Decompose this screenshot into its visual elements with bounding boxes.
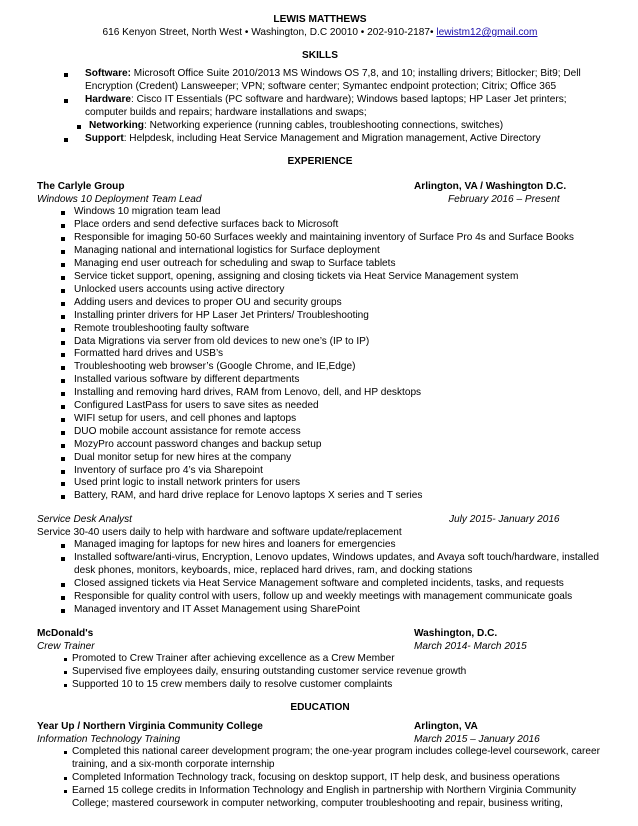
skill-text: : Cisco IT Essentials (PC software and hardware); Windows based laptops; HP Laser Jet printers; computer builds and repairs; hardware installations and swaps; (85, 93, 567, 118)
list-item (37, 348, 603, 361)
company-name: The Carlyle Group (37, 181, 125, 193)
skills-heading: SKILLS (302, 50, 338, 61)
bullet-icon (64, 790, 67, 793)
job-subheader (37, 640, 603, 653)
list-item (37, 465, 603, 478)
list-item (37, 679, 603, 692)
skill-label: Networking (89, 119, 144, 131)
list-item (37, 219, 603, 232)
job-summary: Service 30-40 users daily to help with hardware and software update/replacement (37, 527, 402, 539)
job-subheader (37, 513, 603, 526)
bullet-icon (61, 457, 65, 461)
bullet-icon (61, 289, 65, 293)
list-item (37, 666, 603, 679)
bullet-text: Data Migrations via server from old devices to new one’s (IP to IP) (74, 335, 370, 347)
education-bullets (37, 746, 603, 811)
bullet-text: Managing national and international logistics for Surface deployment (74, 245, 380, 257)
bullet-icon (61, 470, 65, 474)
bullet-icon (61, 353, 65, 357)
job-dates: February 2016 – Present (448, 194, 560, 206)
skills-list (37, 68, 603, 145)
bullet-icon (61, 315, 65, 319)
bullet-icon (61, 392, 65, 396)
list-item (37, 400, 603, 413)
bullet-text: Unlocked users accounts using active directory (74, 283, 285, 295)
bullet-icon (64, 99, 68, 103)
bullet-text: Responsible for imaging 50-60 Surfaces weekly and maintaining inventory of Surface Pro 4s and Surface Books (74, 232, 574, 244)
list-item (37, 604, 603, 617)
list-item (37, 336, 603, 349)
list-item (37, 578, 603, 591)
bullet-icon (61, 405, 65, 409)
email-link[interactable]: lewistm12@gmail.com (436, 27, 538, 38)
bullet-icon (64, 138, 68, 142)
bullet-icon (64, 684, 67, 687)
bullet-icon (61, 224, 65, 228)
bullet-icon (64, 751, 67, 754)
bullet-text: Service ticket support, opening, assigning and closing tickets via Heat Service Management system (74, 270, 519, 282)
list-item (37, 785, 603, 811)
list-item (37, 297, 603, 310)
bullet-text: Completed this national career development program; the one-year program includes college-level coursework, career training, and a six-month corporate internship (72, 746, 600, 771)
job-title: Windows 10 Deployment Team Lead (37, 194, 202, 206)
bullet-text: Responsible for quality control with users, follow up and weekly meetings with management communicate goals (74, 590, 573, 602)
bullet-text: Troubleshooting web browser’s (Google Chrome, and IE,Edge) (74, 361, 356, 373)
bullet-text: Earned 15 college credits in Information Technology and English in partnership with Northern Virginia Community College; mastered coursework in computer networking, computer troubleshooting and repair, business writing, (72, 785, 577, 810)
list-item (37, 426, 603, 439)
bullet-icon (61, 609, 65, 613)
bullet-text: Promoted to Crew Trainer after achieving excellence as a Crew Member (72, 652, 395, 664)
list-item (37, 413, 603, 426)
resume-page (37, 12, 603, 811)
list-item (37, 387, 603, 400)
list-item (37, 490, 603, 503)
bullet-icon (61, 328, 65, 332)
skill-text: : Helpdesk, including Heat Service Management and Migration management, Active Directory (123, 132, 541, 144)
list-item (37, 539, 603, 552)
list-item (37, 133, 603, 146)
list-item (37, 361, 603, 374)
list-item (37, 258, 603, 271)
bullet-text: DUO mobile account assistance for remote access (74, 425, 301, 437)
bullet-text: Supervised five employees daily, ensuring outstanding customer service revenue growth (72, 665, 467, 677)
list-item (37, 323, 603, 336)
program-dates: March 2015 – January 2016 (414, 734, 540, 746)
list-item (37, 284, 603, 297)
bullet-text: Windows 10 migration team lead (74, 206, 221, 218)
bullet-text: WIFI setup for users, and cell phones and laptops (74, 412, 297, 424)
bullet-text: MozyPro account password changes and backup setup (74, 438, 322, 450)
bullet-icon (77, 125, 81, 129)
job-header (37, 180, 603, 193)
bullet-text: Dual monitor setup for new hires at the company (74, 451, 292, 463)
bullet-icon (61, 418, 65, 422)
list-item (37, 310, 603, 323)
skill-text: : Networking experience (running cables, troubleshooting connections, switches) (143, 119, 504, 131)
skill-label: Support (85, 132, 124, 144)
school-name: Year Up / Northern Virginia Community College (37, 721, 263, 733)
list-item (37, 232, 603, 245)
company-name: McDonald's (37, 627, 94, 639)
program-name: Information Technology Training (37, 734, 181, 746)
bullet-text: Managed inventory and IT Asset Management using SharePoint (74, 603, 360, 615)
experience-heading: EXPERIENCE (287, 156, 353, 168)
resume-name: LEWIS MATTHEWS (273, 14, 367, 25)
skill-label: Hardware (85, 93, 132, 105)
bullet-text: Inventory of surface pro 4’s via Sharepoint (74, 464, 263, 476)
bullet-icon (61, 366, 65, 370)
bullet-text: Managed imaging for laptops for new hires and loaners for emergencies (74, 539, 396, 551)
contact-line (37, 26, 603, 39)
bullet-icon (61, 444, 65, 448)
bullet-icon (61, 302, 65, 306)
bullet-icon (64, 777, 67, 780)
job-dates: March 2014- March 2015 (414, 640, 527, 652)
job-location: Arlington, VA / Washington D.C. (414, 181, 567, 193)
bullet-icon (64, 73, 68, 77)
list-item (37, 591, 603, 604)
job-subheader (37, 193, 603, 206)
servicedesk-bullets (37, 539, 603, 616)
list-item (37, 206, 603, 219)
school-location: Arlington, VA (414, 721, 478, 733)
list-item (37, 245, 603, 258)
bullet-text: Place orders and send defective surfaces back to Microsoft (74, 219, 339, 231)
bullet-text: Installing printer drivers for HP Laser Jet Printers/ Troubleshooting (74, 309, 369, 321)
list-item (37, 94, 603, 120)
skill-text: Microsoft Office Suite 2010/2013 MS Windows OS 7,8, and 10; installing drivers; Bitlocker; Bit9; Dell Encryption (Credent) Lansweeper; VPN; software center; Symantec endpoint protection; Citrix; Office 365 (85, 68, 581, 92)
bullet-text: Managing end user outreach for scheduling and swap to Surface tablets (74, 258, 396, 270)
education-heading: EDUCATION (290, 702, 350, 714)
school-header (37, 720, 603, 733)
bullet-icon (61, 263, 65, 267)
list-item (37, 772, 603, 785)
bullet-icon (64, 671, 67, 674)
job-title: Service Desk Analyst (37, 514, 132, 526)
job-title: Crew Trainer (37, 640, 95, 652)
job-header (37, 627, 603, 640)
bullet-icon (61, 482, 65, 486)
bullet-text: Battery, RAM, and hard drive replace for Lenovo laptops X series and T series (74, 490, 423, 502)
bullet-text: Closed assigned tickets via Heat Service Management software and completed incidents, tasks, and requests (74, 578, 564, 589)
bullet-icon (61, 431, 65, 435)
bullet-text: Configured LastPass for users to save sites as needed (74, 400, 319, 412)
list-item (37, 552, 603, 578)
bullet-text: Adding users and devices to proper OU and security groups (74, 296, 342, 308)
bullet-icon (61, 583, 65, 587)
bullet-text: Formatted hard drives and USB’s (74, 348, 224, 360)
list-item (37, 477, 603, 490)
bullet-text: Completed Information Technology track, focusing on desktop support, IT help desk, and business operations (72, 772, 560, 784)
bullet-icon (61, 276, 65, 280)
address-text: 616 Kenyon Street, North West • Washington, D.C 20010 • 202-910-2187• (102, 27, 434, 38)
bullet-text: Installed various software by different departments (74, 374, 300, 386)
mcdonalds-bullets (37, 653, 603, 692)
bullet-icon (61, 495, 65, 499)
list-item (37, 374, 603, 387)
carlyle-bullets (37, 206, 603, 503)
bullet-icon (61, 379, 65, 383)
skill-label: Software: (85, 68, 131, 79)
bullet-icon (61, 341, 65, 345)
bullet-icon (61, 544, 65, 548)
job-location: Washington, D.C. (414, 627, 498, 639)
bullet-icon (61, 211, 65, 215)
list-item (37, 439, 603, 452)
list-item (37, 746, 603, 772)
bullet-icon (61, 596, 65, 600)
bullet-text: Used print logic to install network printers for users (74, 477, 301, 489)
list-item (37, 653, 603, 666)
bullet-text: Supported 10 to 15 crew members daily to resolve customer complaints (72, 678, 393, 690)
bullet-text: Remote troubleshooting faulty software (74, 322, 250, 334)
list-item (37, 120, 603, 133)
list-item (37, 68, 603, 94)
list-item (37, 452, 603, 465)
bullet-icon (61, 237, 65, 241)
bullet-text: Installing and removing hard drives, RAM from Lenovo, dell, and HP desktops (74, 387, 422, 399)
bullet-icon (61, 557, 65, 561)
list-item (37, 271, 603, 284)
bullet-icon (64, 658, 67, 661)
job-dates: July 2015- January 2016 (449, 514, 560, 526)
school-subheader (37, 733, 603, 746)
bullet-text: Installed software/anti-virus, Encryption, Lenovo updates, Windows updates, and Avaya soft touch/hardware, installed desk phones, monitors, keyboards, mice, replaced hard drives, ram, and docking stations (74, 552, 599, 577)
bullet-icon (61, 250, 65, 254)
